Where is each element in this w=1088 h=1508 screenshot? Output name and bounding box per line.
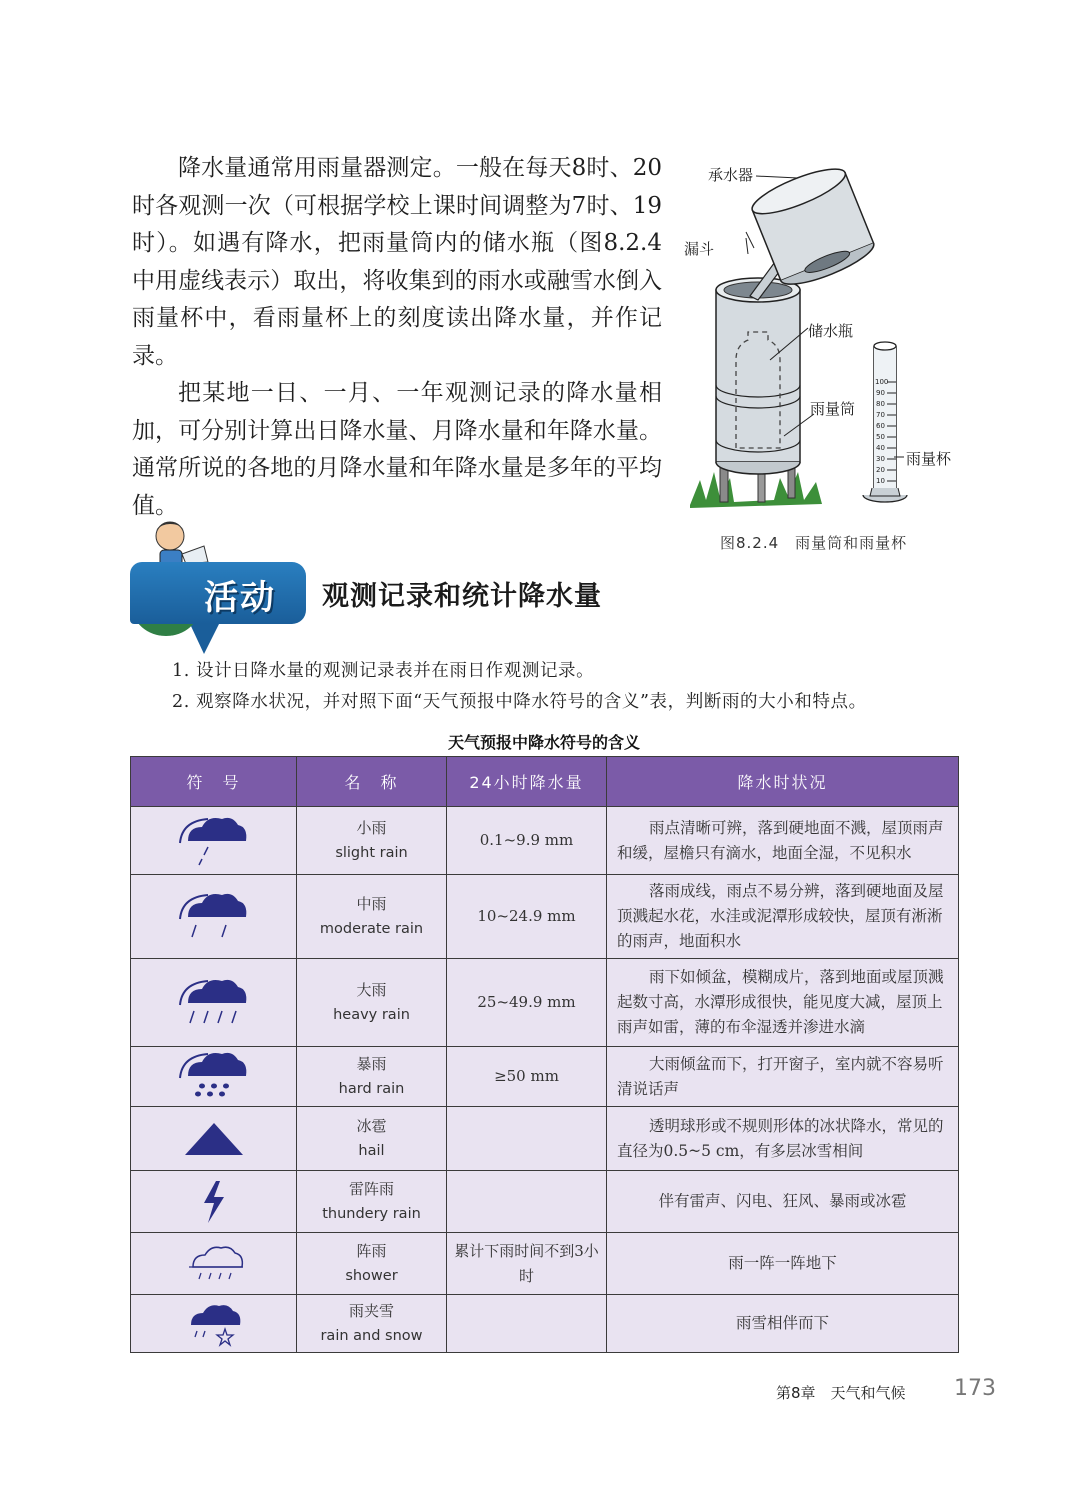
row-description: 雨一阵一阵地下 <box>728 1254 837 1272</box>
slight-rain-icon <box>174 813 254 869</box>
scale-label: 60 <box>876 422 885 430</box>
bottle-label: 储水瓶 <box>808 322 854 340</box>
task-item: 2. 观察降水状况，并对照下面“天气预报中降水符号的含义”表，判断雨的大小和特点。 <box>172 692 867 712</box>
row-description: 雨下如倾盆，模糊成片，落到地面或屋顶溅起数寸高，水潭形成很快，能见度大减，屋顶上雨声如雷，薄的布伞湿透并渗进水滴 <box>617 968 944 1036</box>
row-name-cn: 暴雨 <box>356 1054 387 1073</box>
intro-text <box>132 150 662 525</box>
task-item: 1. 设计日降水量的观测记录表并在雨日作观测记录。 <box>172 661 595 681</box>
row-name-cn: 雷阵雨 <box>348 1179 394 1198</box>
activity-badge <box>130 562 306 624</box>
hail-icon <box>179 1119 249 1159</box>
scale-label: 50 <box>876 433 885 441</box>
scale-label: 70 <box>876 411 885 419</box>
rain-gauge-illustration <box>680 160 970 525</box>
table-row <box>131 1233 959 1295</box>
activity-title: 观测记录和统计降水量 <box>322 581 602 612</box>
intro-paragraph-1: 降水量通常用雨量器测定。一般在每天8时、20时各观测一次（可根据学校上课时间调整为7时、19时）。如遇有降水，把雨量筒内的储水瓶（图8.2.4中用虚线表示）取出，将收集到的雨水或融雪水倒入雨量杯中，看雨量杯上的刻度读出降水量，并作记录。 <box>132 155 662 369</box>
row-name-cn: 雨夹雪 <box>348 1301 394 1320</box>
heavy-rain-icon <box>174 975 254 1031</box>
row-name-cn: 阵雨 <box>356 1241 387 1260</box>
row-description: 雨雪相伴而下 <box>735 1314 829 1332</box>
row-name-cn: 冰雹 <box>356 1116 387 1135</box>
row-name-en: shower <box>345 1267 398 1284</box>
activity-tasks <box>172 656 867 718</box>
scale-label: 10 <box>876 477 885 485</box>
row-name-en: hail <box>358 1142 385 1159</box>
header-name: 名 称 <box>297 757 447 807</box>
row-name-en: rain and snow <box>320 1327 423 1344</box>
row-description: 透明球形或不规则形体的冰状降水，常见的直径为0.5~5 cm，有多层冰雪相间 <box>617 1116 944 1160</box>
table-row <box>131 959 959 1047</box>
cup-label: 雨量杯 <box>906 450 952 468</box>
activity-header <box>130 514 650 654</box>
row-name-cn: 中雨 <box>356 894 387 913</box>
row-amount: ≥50 mm <box>447 1047 607 1107</box>
moderate-rain-icon <box>174 889 254 945</box>
table-row <box>131 1107 959 1171</box>
rain-gauge-figure <box>680 160 970 552</box>
table-title: 天气预报中降水符号的含义 <box>447 733 640 752</box>
scale-label: 20 <box>876 466 885 474</box>
header-symbol: 符 号 <box>131 757 297 807</box>
row-name-cn: 大雨 <box>356 980 387 999</box>
shower-icon <box>179 1241 249 1287</box>
funnel-label: 漏斗 <box>684 240 715 258</box>
collector-label: 承水器 <box>708 166 754 184</box>
table-row <box>131 875 959 959</box>
header-amount: 24小时降水量 <box>447 757 607 807</box>
row-amount: 0.1~9.9 mm <box>447 807 607 875</box>
cylinder-label: 雨量筒 <box>810 400 856 418</box>
intro-paragraph-2: 把某地一日、一月、一年观测记录的降水量相加，可分别计算出日降水量、月降水量和年降水量。通常所说的各地的月降水量和年降水量是多年的平均值。 <box>132 380 662 519</box>
row-amount <box>447 1295 607 1353</box>
precipitation-symbol-table <box>130 756 959 1353</box>
rain-and-snow-icon <box>179 1301 249 1347</box>
scale-label: 40 <box>876 444 885 452</box>
table-row <box>131 1047 959 1107</box>
row-description: 伴有雷声、闪电、狂风、暴雨或冰雹 <box>658 1192 907 1210</box>
header-condition: 降水时状况 <box>607 757 959 807</box>
row-amount: 25~49.9 mm <box>447 959 607 1047</box>
activity-badge-label: 活动 <box>204 578 276 618</box>
row-name-cn: 小雨 <box>356 818 387 837</box>
row-amount: 10~24.9 mm <box>447 875 607 959</box>
table-row <box>131 1295 959 1353</box>
table-row <box>131 807 959 875</box>
row-name-en: heavy rain <box>333 1006 410 1023</box>
table-row <box>131 1171 959 1233</box>
row-amount <box>447 1171 607 1233</box>
scale-label: 30 <box>876 455 885 463</box>
row-amount <box>447 1107 607 1171</box>
row-name-en: thundery rain <box>322 1205 421 1222</box>
row-description: 雨点清晰可辨，落到硬地面不溅，屋顶雨声和缓，屋檐只有滴水，地面全湿，不见积水 <box>617 818 944 862</box>
row-name-en: moderate rain <box>319 920 424 937</box>
scale-label: 80 <box>876 400 885 408</box>
row-description: 大雨倾盆而下，打开窗子，室内就不容易听清说话声 <box>617 1054 944 1098</box>
row-amount: 累计下雨时间不到3小时 <box>447 1233 607 1295</box>
row-description: 落雨成线，雨点不易分辨，落到硬地面及屋顶溅起水花，水洼或泥潭形成较快，屋顶有淅淅的雨声，地面积水 <box>617 882 944 950</box>
scale-label: 90 <box>876 389 885 397</box>
thundery-rain-icon <box>194 1179 234 1225</box>
row-name-en: slight rain <box>335 844 408 861</box>
footer-chapter: 第8章 天气和气候 <box>776 1384 906 1402</box>
hard-rain-icon <box>174 1050 254 1104</box>
row-name-en: hard rain <box>338 1080 405 1097</box>
scale-label: 100 <box>875 378 889 386</box>
table-header-row <box>131 757 959 807</box>
figure-caption: 图8.2.4 雨量筒和雨量杯 <box>720 534 908 552</box>
page-number: 173 <box>954 1376 996 1401</box>
